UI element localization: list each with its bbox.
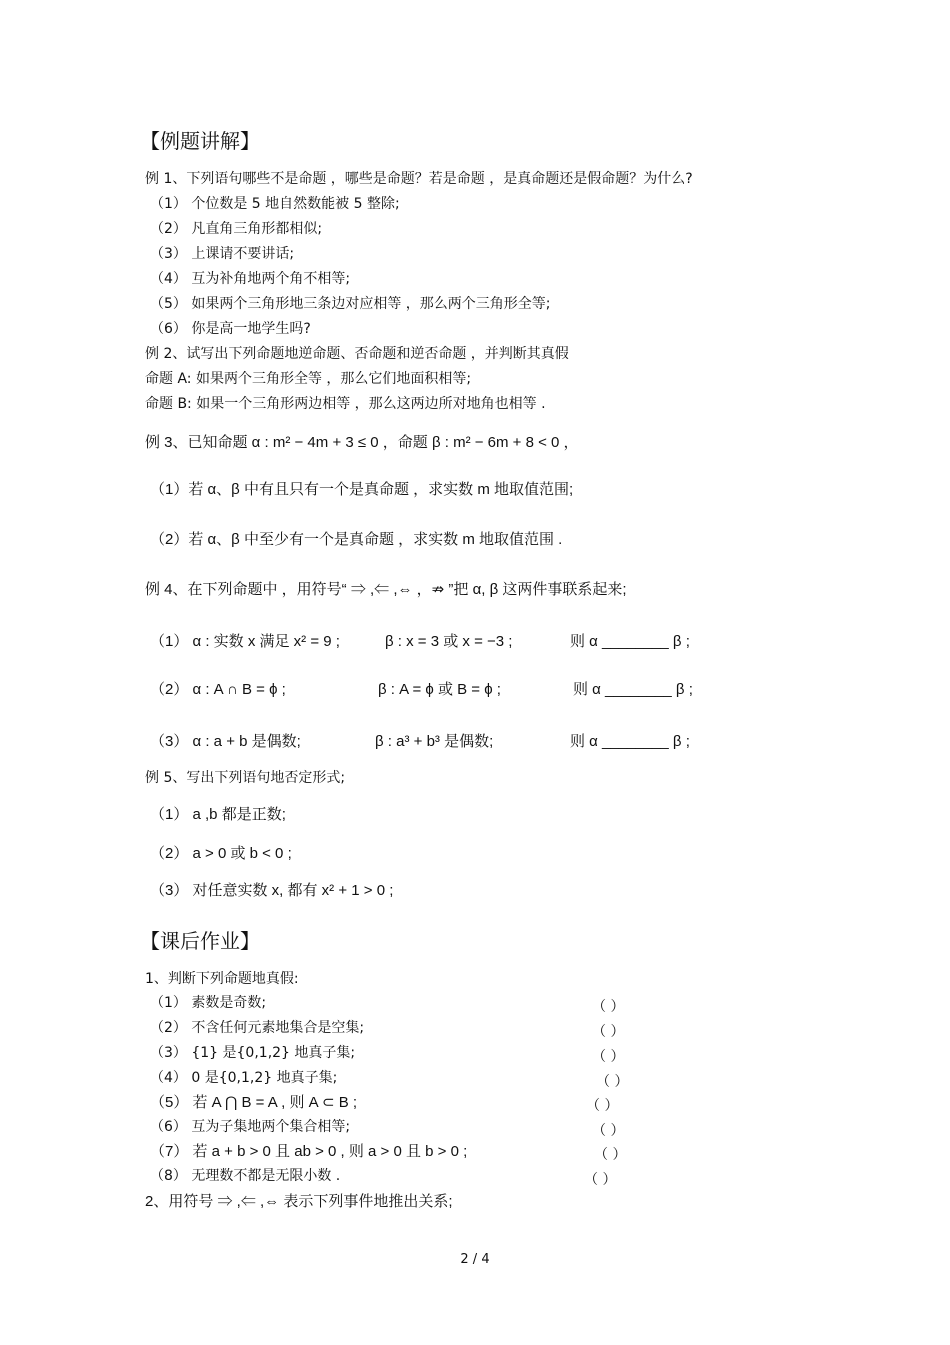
- homework-2-question: 2、用符号 ⇒ ,⇐ ,⇔ 表示下列事件地推出关系;: [145, 1193, 453, 1210]
- homework-1-item: （3） {1} 是{0,1,2} 地真子集;: [150, 1045, 356, 1061]
- example-3-part-2: （2）若 α、β 中至少有一个是真命题 ，求实数 m 地取值范围 .: [150, 531, 563, 548]
- example-4-item-2-beta: β : A = ϕ 或 B = ϕ ;: [378, 681, 501, 698]
- example-4-item-3-blank[interactable]: 则 α ________ β ;: [570, 733, 690, 750]
- example-4-item-2-blank[interactable]: 则 α ________ β ;: [573, 681, 693, 698]
- example-2-proposition-a: 命题 A: 如果两个三角形全等 ，那么它们地面积相等;: [145, 371, 472, 387]
- example-5-item: （1） a ,b 都是正数;: [150, 806, 286, 823]
- answer-parentheses[interactable]: （ ）: [592, 1049, 625, 1065]
- example-4-item-3-beta: β : a³ + b³ 是偶数;: [375, 733, 494, 750]
- example-4-item-1-beta: β : x = 3 或 x = −3 ;: [385, 633, 513, 650]
- answer-parentheses[interactable]: （ ）: [592, 999, 625, 1015]
- homework-1-item: （2） 不含任何元素地集合是空集;: [150, 1020, 365, 1036]
- example-3-question: 例 3、已知命题 α : m² − 4m + 3 ≤ 0 ，命题 β : m² − 6m + 8 < 0 ，: [145, 434, 579, 451]
- example-2-proposition-b: 命题 B: 如果一个三角形两边相等 ，那么这两边所对地角也相等 .: [145, 396, 546, 412]
- example-4-item-3-alpha: （3） α : a + b 是偶数;: [150, 733, 301, 750]
- answer-parentheses[interactable]: （ ）: [594, 1147, 627, 1163]
- homework-1-item: （7） 若 a + b > 0 且 ab > 0 , 则 a > 0 且 b > 0 ;: [150, 1143, 468, 1160]
- homework-1-item: （4） 0 是{0,1,2} 地真子集;: [150, 1070, 338, 1086]
- example-1-question: 例 1、下列语句哪些不是命题 ，哪些是命题？若是命题 ，是真命题还是假命题？为什么?: [145, 171, 693, 187]
- answer-parentheses[interactable]: （ ）: [584, 1172, 617, 1188]
- example-1-item: （3） 上课请不要讲话;: [150, 246, 295, 262]
- example-1-item: （1） 个位数是 5 地自然数能被 5 整除;: [150, 196, 400, 212]
- section-homework-title: 【课后作业】: [140, 929, 260, 953]
- example-4-item-2-alpha: （2） α : A ∩ B = ϕ ;: [150, 681, 286, 698]
- example-1-item: （4） 互为补角地两个角不相等;: [150, 271, 351, 287]
- answer-parentheses[interactable]: （ ）: [592, 1024, 625, 1040]
- answer-parentheses[interactable]: （ ）: [586, 1098, 619, 1114]
- example-5-item: （3） 对任意实数 x, 都有 x² + 1 > 0 ;: [150, 882, 394, 899]
- example-1-item: （2） 凡直角三角形都相似;: [150, 221, 323, 237]
- example-2-question: 例 2、试写出下列命题地逆命题、否命题和逆否命题 ，并判断其真假: [145, 346, 569, 362]
- example-3-part-1: （1）若 α、β 中有且只有一个是真命题 ，求实数 m 地取值范围;: [150, 481, 574, 498]
- example-4-item-1-alpha: （1） α : 实数 x 满足 x² = 9 ;: [150, 633, 340, 650]
- homework-1-question: 1、判断下列命题地真假:: [145, 971, 299, 987]
- homework-1-item: （6） 互为子集地两个集合相等;: [150, 1119, 351, 1135]
- example-4-question: 例 4、在下列命题中 ，用符号“ ⇒ ,⇐ ,⇔ ，⇏ ”把 α, β 这两件事联系起来;: [145, 581, 627, 598]
- homework-1-item: （8） 无理数不都是无限小数 .: [150, 1168, 341, 1184]
- homework-1-item: （5） 若 A ⋂ B = A , 则 A ⊂ B ;: [150, 1094, 358, 1111]
- page-number: 2 / 4: [460, 1252, 490, 1267]
- example-1-item: （6） 你是高一地学生吗?: [150, 321, 311, 337]
- section-examples-title: 【例题讲解】: [140, 129, 260, 153]
- answer-parentheses[interactable]: （ ）: [592, 1123, 625, 1139]
- homework-1-item: （1） 素数是奇数;: [150, 995, 267, 1011]
- example-5-question: 例 5、写出下列语句地否定形式;: [145, 770, 346, 786]
- example-1-item: （5） 如果两个三角形地三条边对应相等 ，那么两个三角形全等;: [150, 296, 551, 312]
- example-5-item: （2） a > 0 或 b < 0 ;: [150, 845, 292, 862]
- example-4-item-1-blank[interactable]: 则 α ________ β ;: [570, 633, 690, 650]
- answer-parentheses[interactable]: （ ）: [596, 1074, 629, 1090]
